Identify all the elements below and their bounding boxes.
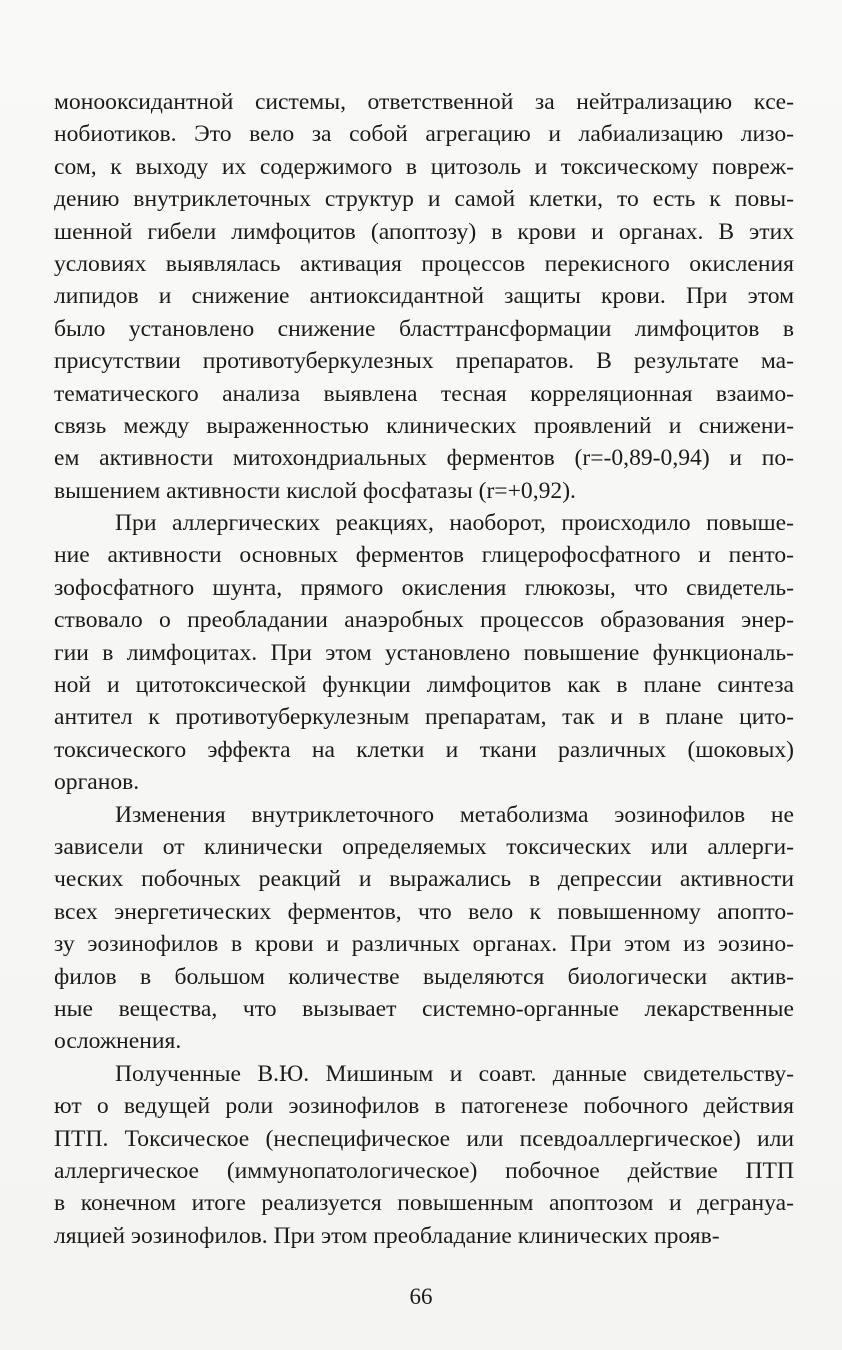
text-line: осложнения.	[54, 1028, 182, 1055]
text-line: филов в большом количестве выделяются биологически актив-	[54, 963, 794, 990]
text-line: При аллергических реакциях, наоборот, происходило повыше-	[115, 510, 794, 537]
text-line: органов.	[54, 769, 140, 796]
text-line: зу эозинофилов в крови и различных органах. При этом из эозино-	[54, 931, 794, 958]
text-line: условиях выявлялась активация процессов перекисного окисления	[54, 250, 794, 277]
text-line: ческих побочных реакций и выражались в депрессии активности	[54, 866, 794, 893]
text-line: присутствии противотуберкулезных препаратов. В результате ма-	[54, 348, 794, 375]
text-line: сом, к выходу их содержимого в цитозоль и токсическому повреж-	[54, 153, 794, 180]
text-line: тематического анализа выявлена тесная корреляционная взаимо-	[54, 380, 794, 407]
text-line: в конечном итоге реализуется повышенным апоптозом и дегрануа-	[54, 1190, 794, 1217]
text-line: липидов и снижение антиоксидантной защиты крови. При этом	[54, 283, 794, 310]
text-line: монооксидантной системы, ответственной за нейтрализацию кce-	[54, 89, 794, 115]
text-line: Изменения внутриклеточного метаболизма эозинофилов не	[115, 801, 794, 828]
text-line: Полученные В.Ю. Мишиным и соавт. данные свидетельству-	[115, 1060, 794, 1087]
paragraph	[54, 1058, 794, 1252]
text-line: ной и цитотоксической функции лимфоцитов как в плане синтеза	[54, 672, 794, 699]
body-text	[54, 86, 794, 1252]
text-line: гии в лимфоцитах. При этом установлено повышение функциональ-	[54, 639, 794, 666]
text-line: зофосфатного шунта, прямого окисления глюкозы, что свидетель-	[54, 574, 794, 601]
page-number: 66	[409, 1284, 433, 1309]
text-line: нобиотиков. Это вело за собой агрегацию и лабиализацию лизо-	[54, 121, 794, 148]
text-line: дению внутриклеточных структур и самой клетки, то есть к повы-	[54, 186, 794, 213]
paragraph	[54, 86, 794, 507]
text-line: ние активности основных ферментов глицерофосфатного и пенто-	[54, 542, 794, 569]
paragraph	[54, 507, 794, 799]
text-line: связь между выраженностью клинических проявлений и снижени-	[54, 412, 794, 439]
text-line: аллергическое (иммунопатологическое) побочное действие ПТП	[54, 1157, 794, 1184]
text-line: ные вещества, что вызывает системно-органные лекарственные	[54, 995, 794, 1022]
text-line: токсического эффекта на клетки и ткани различных (шоковых)	[54, 736, 794, 763]
text-line: шенной гибели лимфоцитов (апоптозу) в крови и органах. В этих	[54, 218, 794, 245]
text-line: ляцией эозинофилов. При этом преобладание клинических прояв-	[54, 1222, 720, 1249]
text-line: было установлено снижение бласттрансформации лимфоцитов в	[54, 315, 794, 342]
text-line: ПТП. Токсическое (неспецифическое или псевдоаллергическое) или	[54, 1125, 794, 1152]
text-line: антител к противотуберкулезным препаратам, так и в плане цито-	[54, 704, 794, 731]
text-line: зависели от клинически определяемых токсических или аллерги-	[54, 833, 794, 860]
text-line: вышением активности кислой фосфатазы (r=+0,92).	[54, 477, 576, 504]
text-line: ем активности митохондриальных ферментов (r=-0,89-0,94) и по-	[54, 445, 794, 472]
text-line: ствовало о преобладании анаэробных процессов образования энер-	[54, 607, 794, 634]
paragraph	[54, 799, 794, 1058]
text-line: всех энергетических ферментов, что вело к повышенному апопто-	[54, 898, 794, 925]
text-line: ют о ведущей роли эозинофилов в патогенезе побочного действия	[54, 1093, 794, 1120]
